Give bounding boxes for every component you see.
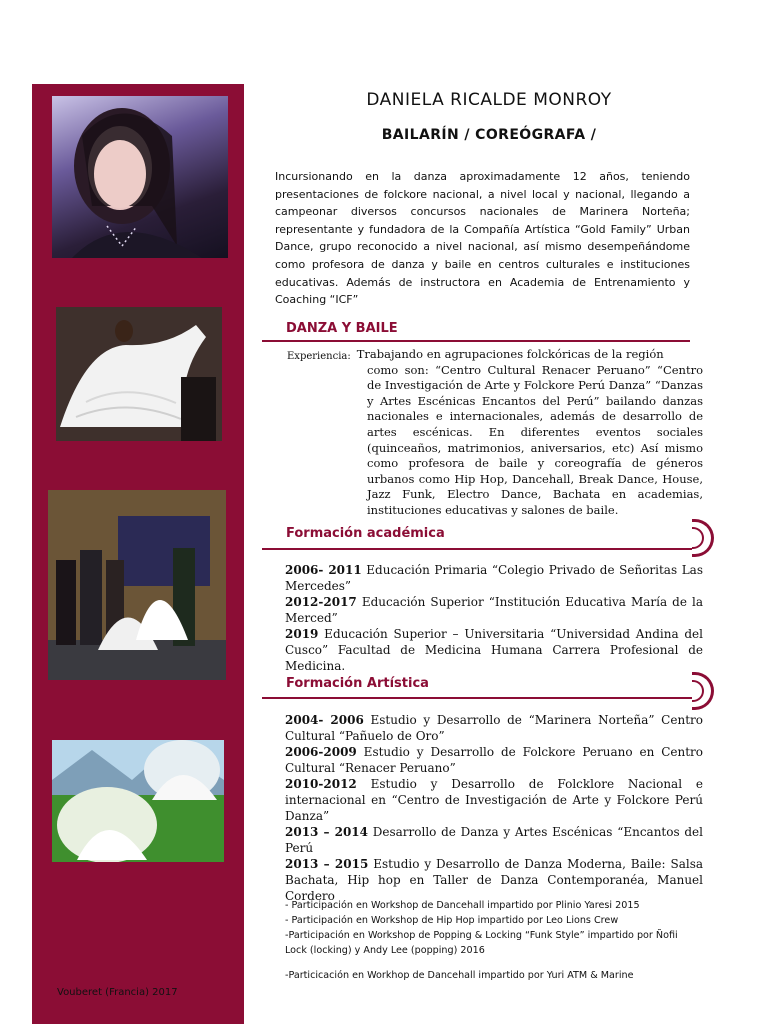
section-title-academica: Formación académica: [286, 526, 445, 541]
academic-list: [285, 562, 703, 674]
list-item: 2006-2009 Estudio y Desarrollo de Folckore Peruano en Centro Cultural “Renacer Peruano”: [285, 745, 703, 775]
role-title: BAILARÍN / COREÓGRAFA /: [381, 127, 597, 143]
list-item: 2013 – 2015 Estudio y Desarrollo de Danza Moderna, Baile: Salsa Bachata, Hip hop en Taller de Danza Contemporanéa, Manuel Cordero: [285, 857, 704, 903]
workshop-item: -Participación en Workshop de Popping & Locking “Funk Style” impartido por Ñofii Lock (locking) y Andy Lee (popping) 2016: [285, 930, 678, 956]
section-divider: [262, 548, 692, 550]
list-item: 2004- 2006 Estudio y Desarrollo de “Marinera Norteña” Centro Cultural “Pañuelo de Oro”: [285, 713, 703, 743]
person-name: DANIELA RICALDE MONROY: [366, 90, 612, 110]
experience-label: Experiencia:: [287, 351, 351, 362]
group-photo: [48, 490, 226, 680]
list-item: 2012-2017 Educación Superior “Institución Educativa María de la Merced”: [285, 595, 703, 625]
experience-text: como son: “Centro Cultural Renacer Peruano” “Centro de Investigación de Arte y Folckore Perú Danza” “Danzas y Artes Escénicas Encantos del Perú” bailando danzas nacionales e internacionales, además de desarrollo de artes escénicas. En diferentes eventos sociales (quinceaños, matrimonios, aniversarios, etc) Así mismo como profesora de baile y coreografía de géneros urbanos como Hip Hop, Dancehall, Break Dance, House, Jazz Funk, Electro Dance, Bachata en academias, instituciones educativas y salones de baile.: [367, 362, 703, 517]
section-divider: [262, 340, 690, 342]
profile-photo: [52, 96, 228, 258]
dancer-white-dress-photo: [56, 307, 222, 441]
workshop-item: - Participación en Workshop de Hip Hop impartido por Leo Lions Crew: [285, 915, 619, 926]
list-item: 2010-2012 Estudio y Desarrollo de Folcklore Nacional e internacional en “Centro de Investigación de Arte y Folckore Perú Danza”: [285, 777, 703, 823]
workshop-item: -Particicación en Workhop de Dancehall impartido por Yuri ATM & Marine: [285, 970, 634, 981]
footer-note: Vouberet (Francia) 2017: [57, 987, 178, 998]
artistic-list: [285, 712, 703, 904]
list-item: 2019 Educación Superior – Universitaria “Universidad Andina del Cusco” Facultad de Medicina Humana Carrera Profesional de Medicina.: [285, 627, 703, 673]
experience-block: [287, 347, 703, 519]
dance-collage-photo: [52, 740, 224, 862]
section-divider: [262, 697, 692, 699]
list-item: 2013 – 2014 Desarrollo de Danza y Artes Escénicas “Encantos del Perú: [285, 825, 703, 855]
list-item: 2006- 2011 Educación Primaria “Colegio Privado de Señoritas Las Mercedes”: [285, 563, 703, 593]
intro-paragraph: Incursionando en la danza aproximadamente 12 años, teniendo presentaciones de folckore nacional, a nivel local y nacional, llegando a campeonar diversos concursos nacionales de Marinera Norteña; representante y fundadora de la Compañía Artística “Gold Family” Urban Dance, grupo reconocido a nivel nacional, así mismo desempeñándome como profesora de danza y baile en centros culturales e instituciones educativas. Además de instructora en Academia de Entrenamiento y Coaching “ICF”: [275, 170, 690, 307]
section-title-danza: DANZA Y BAILE: [286, 321, 398, 336]
workshop-item: - Participación en Workshop de Dancehall impartido por Plinio Yaresi 2015: [285, 900, 640, 911]
section-title-artistica: Formación Artística: [286, 676, 429, 691]
experience-first-line: Trabajando en agrupaciones folckóricas de la región: [356, 347, 664, 361]
workshop-list: [285, 898, 710, 983]
